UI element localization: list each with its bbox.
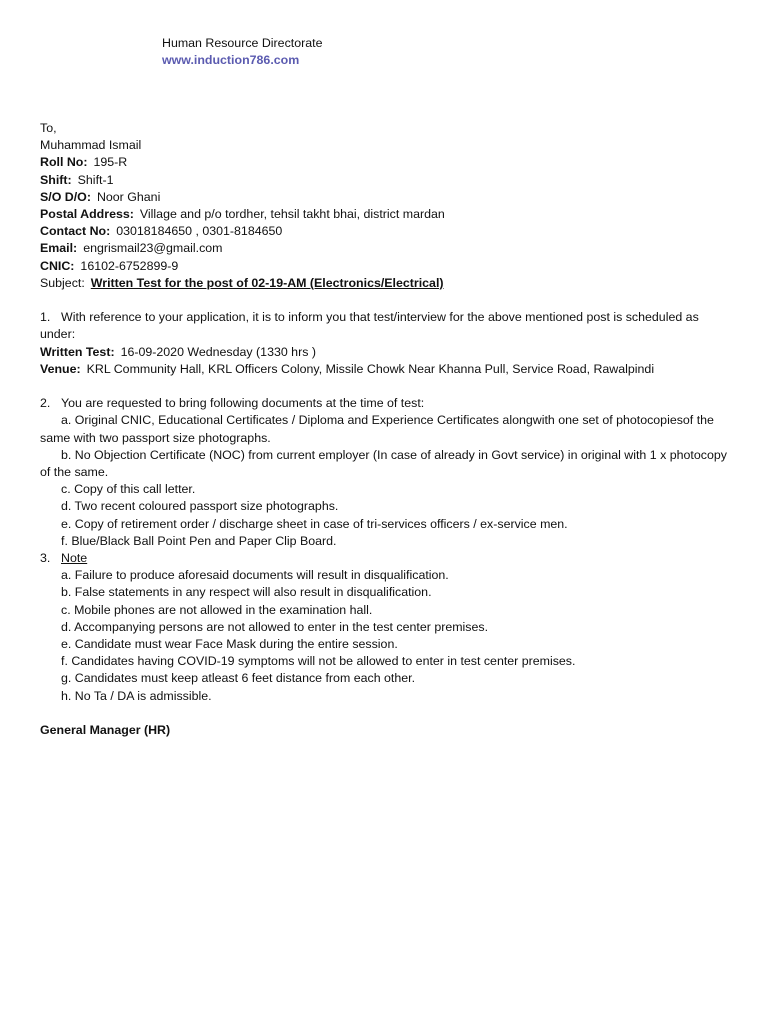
note-item-d: d. Accompanying persons are not allowed to enter in the test center premises. bbox=[61, 619, 489, 634]
note-item-c: c. Mobile phones are not allowed in the examination hall. bbox=[61, 602, 373, 617]
cnic-value: 16102-6752899-9 bbox=[80, 258, 179, 273]
letterhead bbox=[162, 35, 322, 69]
paragraph-1-text: With reference to your application, it is to inform you that test/interview for the above mentioned post is scheduled as under: bbox=[40, 310, 699, 342]
address-value: Village and p/o tordher, tehsil takht bhai, district mardan bbox=[139, 207, 445, 222]
document-item-c: c. Copy of this call letter. bbox=[61, 482, 196, 497]
address-row bbox=[40, 206, 730, 223]
parent-label: S/O D/O: bbox=[40, 189, 91, 204]
paragraph-2-number: 2. bbox=[40, 396, 51, 411]
note-item-b: b. False statements in any respect will also result in disqualification. bbox=[61, 585, 432, 600]
parent-value: Noor Ghani bbox=[96, 189, 161, 204]
venue-label: Venue: bbox=[40, 361, 81, 376]
roll-number-value: 195-R bbox=[93, 155, 128, 170]
written-test-label: Written Test: bbox=[40, 344, 115, 359]
roll-number-label: Roll No: bbox=[40, 155, 88, 170]
note-title: Note bbox=[61, 551, 88, 566]
email-label: Email: bbox=[40, 241, 78, 256]
spacer bbox=[40, 705, 730, 722]
document-item-b bbox=[40, 447, 730, 481]
venue-value: KRL Community Hall, KRL Officers Colony, Missile Chowk Near Khanna Pull, Service Road, Rawalpindi bbox=[86, 361, 655, 376]
paragraph-3-number: 3. bbox=[40, 551, 51, 566]
email-row bbox=[40, 240, 730, 257]
address-label: Postal Address: bbox=[40, 207, 134, 222]
shift-label: Shift: bbox=[40, 172, 72, 187]
subject-row bbox=[40, 275, 730, 292]
organization-name: Human Resource Directorate bbox=[162, 36, 323, 50]
spacer bbox=[40, 378, 730, 395]
parent-row bbox=[40, 189, 730, 206]
salutation: To, bbox=[40, 121, 57, 135]
note-item-h: h. No Ta / DA is admissible. bbox=[61, 688, 212, 703]
written-test-row bbox=[40, 344, 730, 361]
contact-row bbox=[40, 223, 730, 240]
cnic-label: CNIC: bbox=[40, 258, 75, 273]
shift-value: Shift-1 bbox=[77, 172, 114, 187]
written-test-value: 16-09-2020 Wednesday (1330 hrs ) bbox=[120, 344, 316, 359]
note-item-e: e. Candidate must wear Face Mask during the entire session. bbox=[61, 637, 398, 652]
website-link[interactable]: www.induction786.com bbox=[162, 53, 300, 68]
paragraph-1-number: 1. bbox=[40, 310, 51, 325]
letter-body bbox=[40, 120, 730, 739]
spacer bbox=[40, 292, 730, 309]
shift-row bbox=[40, 172, 730, 189]
note-item-a: a. Failure to produce aforesaid documents will result in disqualification. bbox=[61, 568, 449, 583]
paragraph-2 bbox=[40, 395, 730, 412]
document-item-b-text: b. No Objection Certificate (NOC) from current employer (In case of already in Govt service) in original with 1 x photocopy of the same. bbox=[40, 447, 727, 480]
document-item-a-text: a. Original CNIC, Educational Certificates / Diploma and Experience Certificates alongwith one set of photocopiesof the same with two passport size photographs. bbox=[40, 413, 714, 445]
note-item-g: g. Candidates must keep atleast 6 feet distance from each other. bbox=[61, 671, 416, 686]
paragraph-3 bbox=[40, 550, 730, 567]
paragraph-1 bbox=[40, 309, 730, 343]
email-value[interactable]: engrismail23@gmail.com bbox=[83, 241, 223, 256]
paragraph-2-text: You are requested to bring following documents at the time of test: bbox=[61, 396, 425, 411]
contact-value: 03018184650 , 0301-8184650 bbox=[116, 224, 283, 239]
document-item-f: f. Blue/Black Ball Point Pen and Paper Clip Board. bbox=[61, 533, 337, 548]
roll-number-row bbox=[40, 154, 730, 171]
recipient-name: Muhammad Ismail bbox=[40, 138, 142, 153]
note-item-f: f. Candidates having COVID-19 symptoms will not be allowed to enter in test center premises. bbox=[61, 654, 576, 669]
cnic-row bbox=[40, 258, 730, 275]
subject-value: Written Test for the post of 02-19-AM (Electronics/Electrical) bbox=[90, 275, 444, 290]
venue-row bbox=[40, 361, 730, 378]
document-item-d: d. Two recent coloured passport size photographs. bbox=[61, 499, 339, 514]
signatory: General Manager (HR) bbox=[40, 723, 171, 738]
contact-label: Contact No: bbox=[40, 224, 111, 239]
document-item-e: e. Copy of retirement order / discharge sheet in case of tri-services officers / ex-service men. bbox=[61, 516, 568, 531]
subject-label: Subject: bbox=[40, 275, 85, 290]
document-item-a bbox=[40, 412, 730, 446]
